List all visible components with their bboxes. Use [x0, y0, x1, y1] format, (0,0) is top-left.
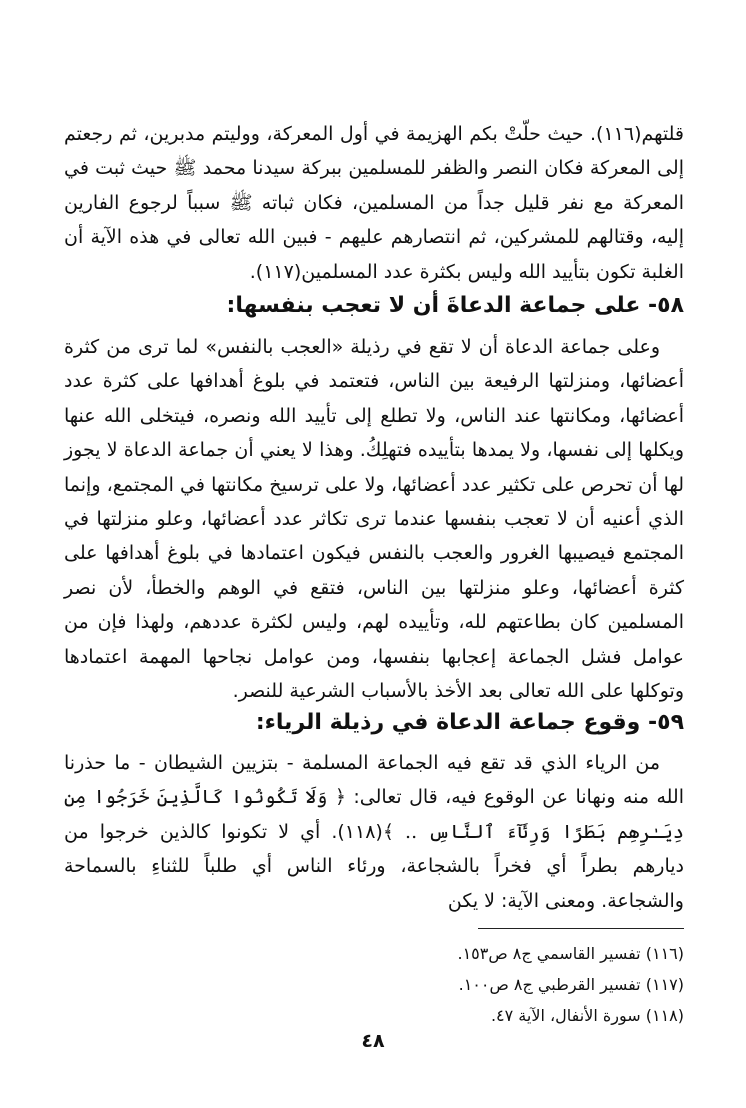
section-heading-58: ٥٨- على جماعة الدعاةَ أن لا تعجب بنفسها:: [226, 293, 684, 318]
paragraph-text: وعلى جماعة الدعاة أن لا تقع في رذيلة «العجب بالنفس» لما ترى من كثرة أعضائها، ومنزلتها الرفيعة بين الناس، فتعتمد في بلوغ أهدافها على كثرة عدد أعضائها، ومكانتها عند الناس، ولا تطلع إلى تأييد الله ونصره، فيتخلى الله عنها ويكلها إلى نفسها، ولا يمدها بتأييده فتهلِكُ. وهذا لا يعني أن جماعة الدعاة لا يجوز لها أن تحرص على تكثير عدد أعضائها، ولا على ترسيخ مكانتها في المجتمع، وإنما الذي أعنيه أن لا تعجب بنفسها عندما ترى تكاثر عدد أعضائها، وعلو منزلتها في المجتمع فيصيبها الغرور والعجب بالنفس فيكون اعتمادها في بلوغ أهدافها على كثرة أعضائها، وعلو منزلتها بين الناس، فتقع في الوهم والخطأ، لأن نصر المسلمين كان بطاعتهم لله، وتأييده لهم، وليس لكثرة عددهم، ولهذا فإن من عوامل فشل الجماعة إعجابها بنفسها، ومن عوامل نجاحها المهمة اعتمادها وتوكلها على الله تعالى بعد الأخذ بالأسباب الشرعية للنصر.: [64, 336, 684, 703]
paragraph-section-58: [64, 330, 684, 708]
footnote-divider: [478, 928, 684, 929]
paragraph-continuation: قلتهم(١١٦). حيث حلّتْ بكم الهزيمة في أول المعركة، ووليتم مدبرين، ثم رجعتم إلى المعركة فكان النصر والظفر للمسلمين ببركة سيدنا محمد ﷺ حيث ثبت في المعركة مع نفر قليل جداً من المسلمين، فكان ثباته ﷺ سبباً لرجوع الفارين إليه، وقتالهم للمشركين، ثم انتصارهم عليهم - فبين الله تعالى في هذه الآية أن الغلبة تكون بتأييد الله وليس بكثرة عدد المسلمين(١١٧).: [64, 123, 684, 283]
paragraph-text-explanation: (١١٨). أي لا تكونوا كالذين خرجوا من ديارهم بطراً أي فخراً بالشجاعة، ورئاء الناس أي طلباً للثناءِ بالسماحة والشجاعة. ومعنى الآية: لا يكن: [64, 820, 684, 912]
footnote-116: (١١٦) تفسير القاسمي ج٨ ص١٥٣.: [457, 944, 684, 963]
paragraph-section-59: [64, 746, 684, 918]
page-number: ٤٨: [361, 1030, 385, 1052]
footnote-118: (١١٨) سورة الأنفال، الآية ٤٧.: [490, 1006, 684, 1025]
section-heading-59: ٥٩- وقوع جماعة الدعاة في رذيلة الرياء:: [255, 710, 684, 735]
quran-verse: ﴿ وَلَا تَكُونُوا كَالَّذِينَ خَرَجُوا مِن دِيَـٰرِهِم بَطَرًا وَرِئَآءَ ٱلنَّاسِ .. ﴾: [64, 786, 684, 843]
paragraph-text-intro: من الرياء الذي قد تقع فيه الجماعة المسلمة - بتزيين الشيطان - ما حذرنا الله منه ونهانا عن الوقوع فيه، قال تعالى:: [64, 752, 685, 809]
footnotes-list: [64, 938, 684, 1031]
footnote-117: (١١٧) تفسير القرطبي ج٨ ص١٠٠.: [458, 975, 684, 994]
